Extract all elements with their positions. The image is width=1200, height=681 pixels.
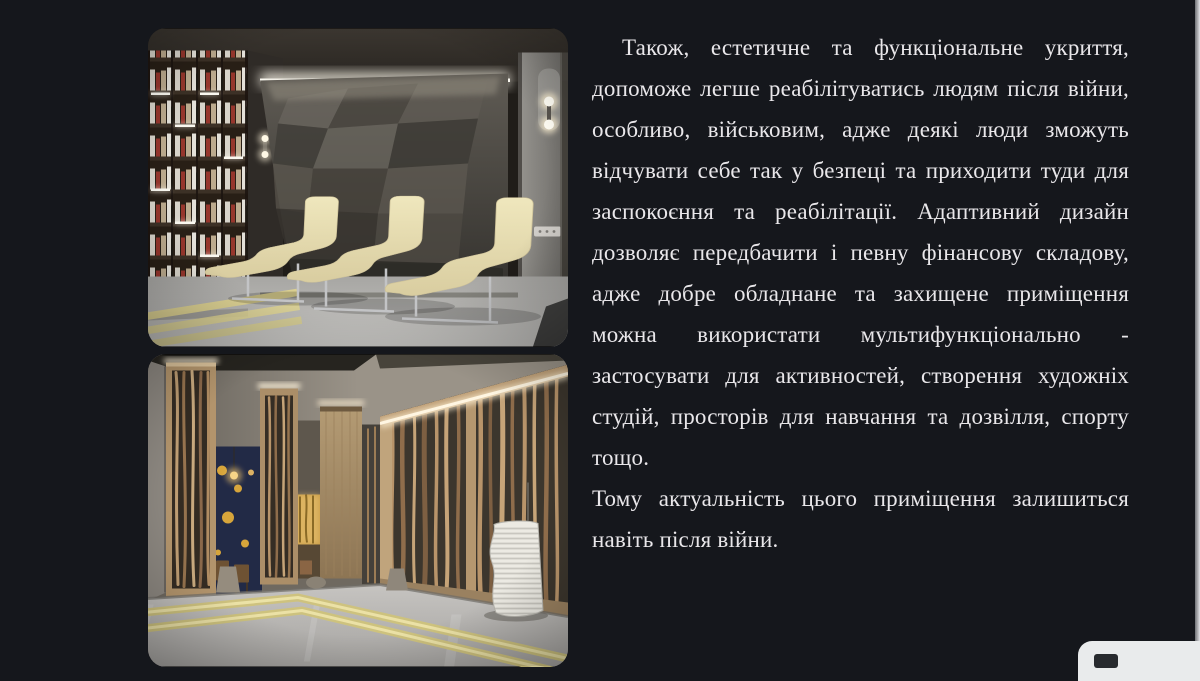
hall-scene: [148, 354, 568, 667]
body-text: [592, 27, 1129, 560]
relax-room-scene: [148, 28, 568, 347]
render-image-relax-room: [148, 28, 568, 347]
paragraph: Також, естетичне та функціональне укриття, допоможе легше реабілітуватись людям після війни, особливо, військовим, адже деякі люди зможуть відчувати себе так у безпеці та приходити туди для заспокоєння та реабілітації. Адаптивний дизайн дозволяє передбачити і певну фінансову складову, адже добре обладнане та захищене приміщення можна використати мультифункціонально - застосувати для активностей, створення художніх студій, просторів для навчання та дозвілля, спорту тощо.: [592, 35, 1129, 470]
render-image-hall: [148, 354, 568, 667]
scrollbar[interactable]: [1195, 0, 1200, 662]
paragraph: Тому актуальність цього приміщення залишиться навіть після війни.: [592, 486, 1129, 552]
floating-toolbar[interactable]: [1078, 641, 1200, 681]
toolbar-icon[interactable]: [1094, 654, 1118, 668]
